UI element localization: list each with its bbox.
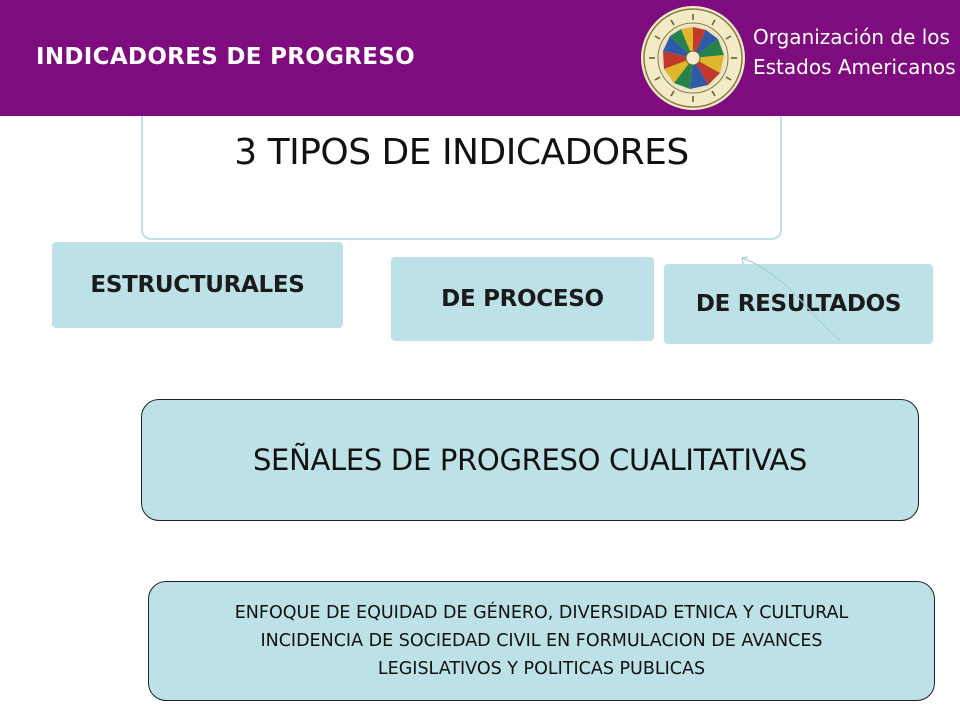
qualitative-signals-label: SEÑALES DE PROGRESO CUALITATIVAS [252,443,808,477]
oas-seal-icon [640,5,746,111]
tag-de-proceso [391,257,654,341]
approach-line-1: ENFOQUE DE EQUIDAD DE GÉNERO, DIVERSIDAD ETNICA Y CULTURAL [234,603,849,623]
org-name-line-1: Organización de los [753,25,950,49]
organization-name [753,22,956,82]
org-name-line-2: Estados Americanos [753,55,956,79]
curved-arrow-icon [730,248,850,348]
approach-line-3: LEGISLATIVOS Y POLITICAS PUBLICAS [377,659,706,679]
tag-de-proceso-label: DE PROCESO [441,286,604,312]
indicator-types-box [141,116,782,240]
qualitative-signals-box [141,399,919,521]
tag-de-resultados-label: DE RESULTADOS [695,291,902,317]
tag-estructurales-label: ESTRUCTURALES [90,272,305,298]
page-title: INDICADORES DE PROGRESO [36,44,416,70]
approach-line-2: INCIDENCIA DE SOCIEDAD CIVIL EN FORMULACION DE AVANCES [260,631,823,651]
tag-estructurales [52,242,343,328]
approach-box [148,581,935,701]
indicator-types-title: 3 TIPOS DE INDICADORES [234,132,689,173]
header-bar [0,0,960,116]
